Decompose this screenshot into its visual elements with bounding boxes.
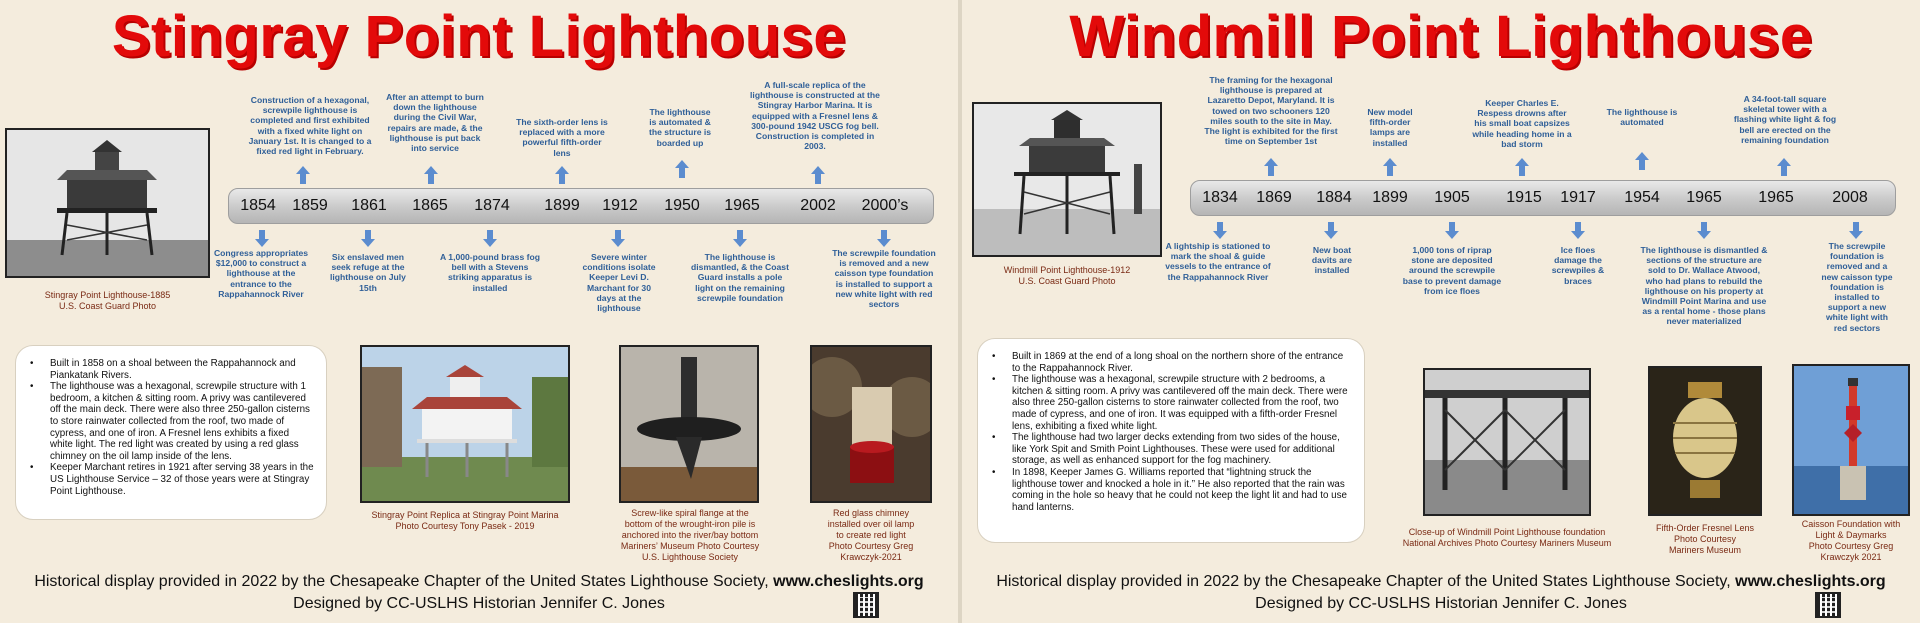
timeline-note-above: The lighthouse is automated & the structure is boarded up	[648, 107, 712, 148]
arrow-up-icon	[424, 166, 438, 184]
timeline-note-below: The lighthouse is dismantled, & the Coast Guard installs a pole light on the remaining screwpile foundation	[691, 252, 789, 303]
arrow-up-icon	[296, 166, 310, 184]
foundation-photo-caption	[1402, 527, 1612, 549]
caption-line: Stingray Point Lighthouse-1885	[44, 290, 171, 300]
replica-lighthouse-image	[362, 347, 568, 501]
facts-bubble	[15, 345, 327, 520]
arrow-down-icon	[877, 230, 891, 248]
timeline-note-above: After an attempt to burn down the lighthouse during the Civil War, repairs are made, & the lighthouse is put back into service	[386, 92, 484, 154]
timeline-note-above: Keeper Charles E. Respess drowns after his small boat capsizes while heading home in a bad storm	[1472, 98, 1572, 149]
arrow-up-icon	[811, 166, 825, 184]
arrow-down-icon	[733, 230, 747, 248]
stingray-point-panel	[0, 0, 958, 623]
panel-title: Stingray Point Lighthouse	[111, 4, 847, 69]
timeline-note-above: New model fifth-order lamps are installed	[1367, 107, 1413, 148]
timeline-year: 1899	[1372, 189, 1408, 206]
website-link[interactable]: www.cheslights.org	[773, 573, 924, 590]
timeline-note-below: Six enslaved men seek refuge at the lighthouse on July 15th	[330, 252, 406, 293]
fresnel-lens-photo	[1648, 366, 1762, 516]
caption-line: Photo Courtesy	[1673, 534, 1737, 544]
timeline-note-above: A full-scale replica of the lighthouse is constructed at the Stingray Harbor Marina. It is equipped with a Fresnel lens & 300-pound 1942 USCG fog bell. Construction is completed in 2003.	[750, 80, 880, 152]
timeline-note-above: The sixth-order lens is replaced with a more powerful fifth-order lens	[516, 117, 608, 158]
qr-code-icon[interactable]	[1815, 592, 1841, 618]
timeline-note-below: The screwpile foundation is removed and a new caisson type foundation is installed to support a new white light with red sectors	[832, 248, 936, 310]
caption-line: National Archives Photo Courtesy Mariners Museum	[1402, 538, 1612, 548]
fact-item: • The lighthouse was a hexagonal, screwpile structure with 2 bedrooms, a kitchen & sitting room. A privy was cantilevered off the main deck. There were also three 250-gallon cisterns to store rainwater collected from the roof, two made of cypress, and one of iron. It was equipped with a fifth-order Fresnel lens, exhibiting a fixed white light.	[990, 374, 1352, 432]
timeline-year: 1834	[1202, 189, 1238, 206]
caption-line: Light & Daymarks	[1815, 530, 1887, 540]
timeline-year: 2002	[800, 197, 836, 214]
designer-credit: Designed by CC-USLHS Historian Jennifer C. Jones	[1255, 595, 1627, 612]
caption-line: Screw-like spiral flange at the	[631, 508, 749, 518]
timeline-year: 1859	[292, 197, 328, 214]
caption-line: Photo Courtesy Tony Pasek - 2019	[395, 521, 535, 531]
caption-line: Red glass chimney	[832, 508, 910, 518]
fact-item: • Built in 1869 at the end of a long shoal on the northern shore of the entrance to the Rappahannock River.	[990, 351, 1352, 374]
main-historic-photo	[972, 102, 1162, 257]
timeline-note-below: New boat davits are installed	[1311, 245, 1353, 276]
caption-line: Photo Courtesy Greg	[1808, 541, 1894, 551]
foundation-closeup-image	[1425, 370, 1589, 514]
caisson-foundation-caption	[1780, 519, 1920, 563]
arrow-down-icon	[1324, 222, 1338, 240]
arrow-up-icon	[1777, 158, 1791, 176]
timeline-year: 1950	[664, 197, 700, 214]
fact-item: • In 1898, Keeper James G. Williams reported that “lightning struck the lighthouse tower and knocked a hole in it.” He also reported that the rain was coming in the hole so heavy that he could not keep the light lit and had to use hand lanterns.	[990, 467, 1352, 513]
fact-item: • The lighthouse was a hexagonal, screwpile structure with 1 bedroom, a kitchen & sitting room. A privy was cantilevered off the main deck. There were also three 250-gallon cisterns to store rainwater collected from the roof, two made of cypress, and one of iron. A Fresnel lens exhibits a fixed white light. The red light was created by using a red glass chimney on the oil lamp inside of the lens.	[28, 381, 314, 462]
main-photo-caption	[10, 290, 205, 312]
windmill-point-panel	[962, 0, 1920, 623]
lighthouse-1912-image	[974, 104, 1160, 255]
credits-footer	[962, 572, 1920, 592]
timeline-note-above: The framing for the hexagonal lighthouse is prepared at Lazaretto Depot, Maryland. It is towed on two schooners 120 miles south to the site in May. The light is exhibited for the first time on September 1st	[1204, 75, 1338, 147]
timeline-note-below: Severe winter conditions isolate Keeper Levi D. Marchant for 30 days at the lighthouse	[582, 252, 656, 314]
caption-line: Stingray Point Replica at Stingray Point Marina	[371, 510, 559, 520]
arrow-up-icon	[1264, 158, 1278, 176]
arrow-down-icon	[255, 230, 269, 248]
caption-line: Photo Courtesy Greg	[828, 541, 914, 551]
caption-line: to create red light	[836, 530, 906, 540]
timeline-year: 1965	[1758, 189, 1794, 206]
credits-text: Historical display provided in 2022 by the Chesapeake Chapter of the United States Lighthouse Society,	[34, 573, 769, 590]
arrow-up-icon	[1515, 158, 1529, 176]
timeline-year: 1899	[544, 197, 580, 214]
timeline-year: 1874	[474, 197, 510, 214]
credits-text: Historical display provided in 2022 by the Chesapeake Chapter of the United States Lighthouse Society,	[996, 573, 1731, 590]
caption-line: U.S. Coast Guard Photo	[1018, 276, 1116, 286]
timeline-note-below: The screwpile foundation is removed and a new caisson type foundation is installed to support a new white light with red sectors	[1821, 241, 1893, 333]
fact-item: • Built in 1858 on a shoal between the Rappahannock and Piankatank Rivers.	[28, 358, 314, 381]
timeline-year: 1915	[1506, 189, 1542, 206]
timeline-note-below: A lightship is stationed to mark the shoal & guide vessels to the entrance of the Rappahannock River	[1165, 241, 1271, 282]
red-chimney-image	[812, 347, 930, 501]
timeline-year: 1884	[1316, 189, 1352, 206]
caisson-foundation-photo	[1792, 364, 1910, 516]
fresnel-lens-image	[1650, 368, 1760, 514]
timeline-year: 2008	[1832, 189, 1868, 206]
arrow-down-icon	[611, 230, 625, 248]
red-chimney-caption	[800, 508, 942, 563]
fresnel-lens-caption	[1634, 523, 1776, 556]
fact-item: • The lighthouse had two larger decks extending from two sides of the house, like York Spit and Smith Point Lighthouses. These were used for additional storage, as well as enhanced support for the fog machinery.	[990, 432, 1352, 467]
arrow-down-icon	[1213, 222, 1227, 240]
timeline-year: 2000’s	[861, 197, 909, 214]
timeline-year: 1905	[1434, 189, 1470, 206]
arrow-down-icon	[361, 230, 375, 248]
timeline-year: 1869	[1256, 189, 1292, 206]
timeline-year: 1954	[1624, 189, 1660, 206]
fact-item: • Keeper Marchant retires in 1921 after serving 38 years in the US Lighthouse Service – 32 of those years were at Stingray Point Lighthouse.	[28, 462, 314, 497]
caisson-light-image	[1794, 366, 1908, 514]
arrow-down-icon	[1445, 222, 1459, 240]
caption-line: Krawczyk-2021	[840, 552, 902, 562]
timeline-year: 1854	[240, 197, 276, 214]
facts-list	[28, 358, 314, 497]
red-chimney-photo	[810, 345, 932, 503]
timeline-note-above: A 34-foot-tall square skeletal tower with a flashing white light & fog bell are erected on the remaining foundation	[1733, 94, 1837, 145]
timeline-note-above: The lighthouse is automated	[1606, 107, 1678, 128]
facts-bubble	[977, 338, 1365, 543]
spiral-flange-photo	[619, 345, 759, 503]
arrow-down-icon	[1697, 222, 1711, 240]
arrow-up-icon	[1383, 158, 1397, 176]
arrow-up-icon	[555, 166, 569, 184]
panel-title: Windmill Point Lighthouse	[1069, 4, 1813, 69]
spiral-flange-caption	[605, 508, 775, 563]
timeline-note-below: Ice floes damage the screwpiles & braces	[1551, 245, 1605, 286]
replica-photo-caption	[355, 510, 575, 532]
timeline-note-below: Congress appropriates $12,000 to construct a lighthouse at the entrance to the Rappahannock River	[213, 248, 309, 299]
caption-line: Fifth-Order Fresnel Lens	[1655, 523, 1755, 533]
arrow-up-icon	[675, 160, 689, 184]
timeline-year: 1965	[1686, 189, 1722, 206]
replica-photo	[360, 345, 570, 503]
caption-line: U.S. Coast Guard Photo	[58, 301, 157, 311]
caption-line: Caisson Foundation with	[1801, 519, 1901, 529]
lighthouse-1885-image	[7, 130, 208, 276]
timeline-year: 1965	[724, 197, 760, 214]
qr-code-icon[interactable]	[853, 592, 879, 618]
arrow-down-icon	[483, 230, 497, 248]
timeline-note-below: The lighthouse is dismantled & sections of the structure are sold to Dr. Wallace Atwood, who had plans to rebuild the lighthouse on his property at Windmill Point Marina and use as a rental home - those plans never materialized	[1640, 245, 1768, 327]
caption-line: Krawczyk 2021	[1820, 552, 1882, 562]
arrow-down-icon	[1571, 222, 1585, 240]
timeline-year: 1865	[412, 197, 448, 214]
website-link[interactable]: www.cheslights.org	[1735, 573, 1886, 590]
main-photo-caption	[972, 265, 1162, 287]
main-historic-photo	[5, 128, 210, 278]
caption-line: Mariners Museum	[1668, 545, 1742, 555]
timeline-year: 1917	[1560, 189, 1596, 206]
arrow-down-icon	[1849, 222, 1863, 240]
caption-line: anchored into the river/bay bottom	[621, 530, 759, 540]
caption-line: installed over oil lamp	[827, 519, 915, 529]
screw-flange-image	[621, 347, 757, 501]
timeline-note-above: Construction of a hexagonal, screwpile lighthouse is completed and first exhibited with a fixed white light on January 1st. It is changed to a fixed red light in February.	[248, 95, 372, 157]
caption-line: Windmill Point Lighthouse-1912	[1003, 265, 1131, 275]
timeline-note-below: 1,000 tons of riprap stone are deposited around the screwpile base to prevent damage from ice floes	[1402, 245, 1502, 296]
caption-line: U.S. Lighthouse Society	[641, 552, 739, 562]
facts-list	[990, 351, 1352, 513]
caption-line: bottom of the wrought-iron pile is	[624, 519, 756, 529]
arrow-up-icon	[1635, 152, 1649, 176]
timeline-year: 1861	[351, 197, 387, 214]
timeline-note-below: A 1,000-pound brass fog bell with a Stevens striking apparatus is installed	[440, 252, 540, 293]
timeline-year: 1912	[602, 197, 638, 214]
foundation-photo	[1423, 368, 1591, 516]
credits-footer	[0, 572, 958, 592]
caption-line: Close-up of Windmill Point Lighthouse foundation	[1408, 527, 1606, 537]
caption-line: Mariners’ Museum Photo Courtesy	[620, 541, 760, 551]
designer-credit: Designed by CC-USLHS Historian Jennifer C. Jones	[293, 595, 665, 612]
